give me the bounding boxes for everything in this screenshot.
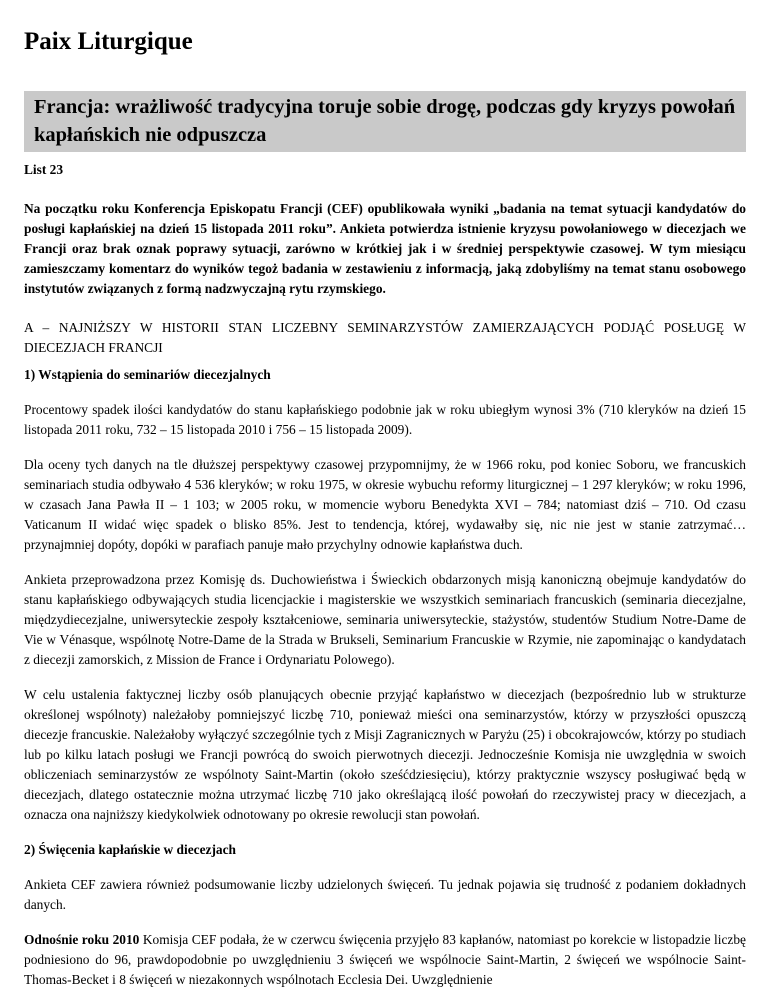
headline-banner: [24, 91, 746, 152]
paragraph: Ankieta przeprowadzona przez Komisję ds. Duchowieństwa i Świeckich obdarzonych misją kanoniczną obejmuje kandydatów do stanu kapłańskiego odbywających studia licencjackie i magisterskie we wszystkich seminariach francuskich (seminaria diecezjalne, międzydiecezjalne, uniwersyteckie zespoły kształceniowe, seminaria uniwersyteckie, stażystów, studentów Studium Notre-Dame de Vie w Vénasque, wspólnotę Notre-Dame de la Strada w Brukseli, Seminarium Francuskie w Rzymie, nie zapominając o kandydatach z diecezji zamorskich, z Mission de France i Ordynariatu Polowego).: [24, 572, 746, 667]
subsection-2-heading: 2) Święcenia kapłańskie w diecezjach: [24, 842, 237, 857]
paragraph: W celu ustalenia faktycznej liczby osób planujących obecnie przyjąć kapłaństwo w diecezjach (bezpośrednio lub w strukturze określonej wspólnoty) należałoby pomniejszyć liczbę 710, ponieważ mieści ona seminarzystów, którzy w przyszłości opuszczą diecezje francuskie. Należałoby wyłączyć szczególnie tych z Misji Zagranicznych w Paryżu (25) i obcokrajowców, którzy po studiach lub po kilku latach posługi we Francji powrócą do swoich pierwotnych diecezji. Jednocześnie Komisja nie uwzględnia w swoich obliczeniach seminarzystów ze wspólnoty Saint-Martin (około sześćdziesięciu), którzy praktycznie wszyscy posługiwać będą w diecezjach, dlatego ostatecznie można utrzymać liczbę 710 jako określającą ilość powołań do rzeczywistej pracy w diecezjach, a oznacza ona najniższy kiedykolwiek odnotowany po okresie rewolucji stan powołań.: [24, 687, 746, 822]
year-2010-label: Odnośnie roku 2010: [24, 932, 140, 947]
paragraph: Procentowy spadek ilości kandydatów do stanu kapłańskiego podobnie jak w roku ubiegłym wynosi 3% (710 kleryków na dzień 15 listopada 2011 roku, 732 – 15 listopada 2010 i 756 – 15 listopada 2009).: [24, 402, 746, 437]
paragraph: Ankieta CEF zawiera również podsumowanie liczby udzielonych święceń. Tu jednak pojawia się trudność z podaniem dokładnych danych.: [24, 877, 746, 912]
article-headline: Francja: wrażliwość tradycyjna toruje sobie drogę, podczas gdy kryzys powołań kapłańskich nie odpuszcza: [34, 96, 736, 146]
letter-number: List 23: [24, 162, 64, 177]
paragraph-year-2010: [24, 930, 746, 990]
subsection-1-heading: 1) Wstąpienia do seminariów diecezjalnych: [24, 367, 271, 382]
site-title: Paix Liturgique: [24, 28, 193, 55]
article-body: [24, 160, 746, 1005]
paragraph: Dla oceny tych danych na tle dłuższej perspektywy czasowej przypomnijmy, że w 1966 roku, pod koniec Soboru, we francuskich seminariach studia odbywało 4 536 kleryków; w roku 1975, w okresie wybuchu reformy liturgicznej – 1 297 kleryków; w roku 1996, w czasach Jana Pawła II – 1 103; w 2005 roku, w momencie wyboru Benedykta XVI – 784; natomiast dziś – 710. Od czasu Vaticanum II widać więc spadek o blisko 85%. Jest to tendencja, której, wydawałby się, nic nie jest w stanie zatrzymać… przynajmniej dopóty, dopóki w parafiach panuje mało przychylny odnowie kapłaństwa duch.: [24, 457, 746, 552]
year-2010-text: Komisja CEF podała, że w czerwcu święcenia przyjęło 83 kapłanów, natomiast po korekcie w listopadzie liczbę podniesiono do 96, prawdopodobnie po uwzględnieniu 3 święceń we wspólnocie Saint-Martin, 2 święceń we wspólnocie Saint-Thomas-Becket i 8 święceń w niezakonnych wspólnotach Ecclesia Dei. Uwzględnienie: [24, 932, 746, 987]
section-a-heading: A – NAJNIŻSZY W HISTORII STAN LICZEBNY SEMINARZYSTÓW ZAMIERZAJĄCYCH PODJĄĆ POSŁUGĘ W DIECEZJACH FRANCJI: [24, 320, 746, 355]
lead-paragraph: Na początku roku Konferencja Episkopatu Francji (CEF) opublikowała wyniki „badania na temat sytuacji kandydatów do posługi kapłańskiej na dzień 15 listopada 2011 roku”. Ankieta potwierdza istnienie kryzysu powołaniowego w diecezjach we Francji oraz brak oznak poprawy sytuacji, zarówno w krótkiej jak i w średniej perspektywie czasowej. W tym miesiącu zamieszczamy komentarz do wyników tegoż badania w zestawieniu z informacją, jaką zdobyliśmy na temat stanu osobowego instytutów związanych z formą nadzwyczajną rytu rzymskiego.: [24, 201, 746, 296]
